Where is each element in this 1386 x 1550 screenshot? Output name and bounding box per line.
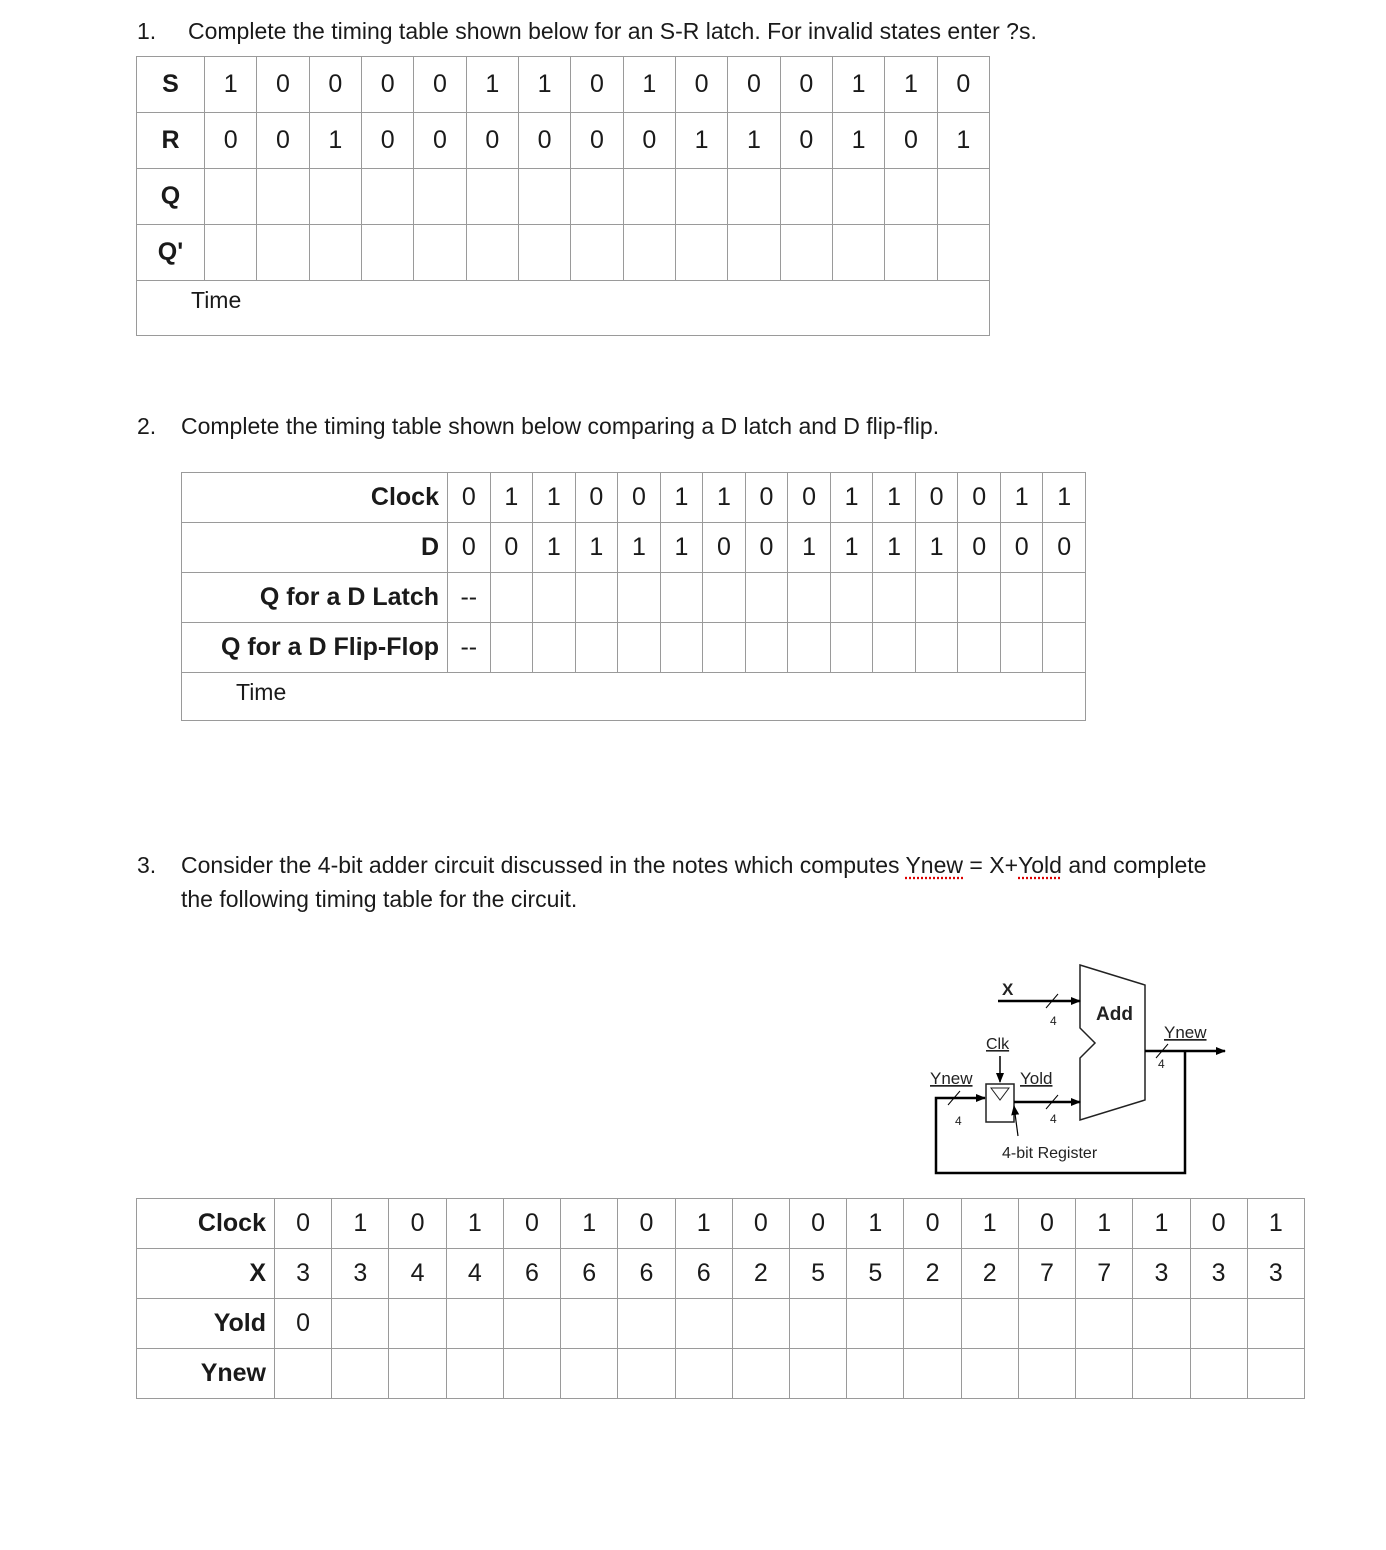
cell-q-for-a-d-latch-2 xyxy=(490,573,533,623)
question-3-text-line-2: the following timing table for the circuit. xyxy=(181,886,578,912)
cell-ynew-16 xyxy=(1133,1349,1190,1399)
ynew-output-label: Ynew xyxy=(1164,1023,1207,1042)
cell-ynew-11 xyxy=(847,1349,904,1399)
cell-x-11: 5 xyxy=(847,1249,904,1299)
question-3-number: 3. xyxy=(137,852,157,878)
cell-clock-1: 0 xyxy=(448,473,491,523)
cell-ynew-3 xyxy=(389,1349,446,1399)
cell-yold-10 xyxy=(789,1299,846,1349)
ynew-in-label: Ynew xyxy=(930,1069,973,1088)
cell-clock-13: 0 xyxy=(958,473,1001,523)
ynew-in-width: 4 xyxy=(955,1114,962,1128)
cell-q-15 xyxy=(937,169,989,225)
cell-s-12: 0 xyxy=(780,57,832,113)
cell-q-for-a-d-flip-flop-1: -- xyxy=(448,623,491,673)
cell-r-13: 1 xyxy=(832,113,884,169)
cell-yold-16 xyxy=(1133,1299,1190,1349)
cell-s-11: 0 xyxy=(728,57,780,113)
question-3-text-line-1 xyxy=(181,848,1206,882)
question-3 xyxy=(137,848,1367,918)
cell-q-for-a-d-latch-4 xyxy=(575,573,618,623)
question-1-text: Complete the timing table shown below for an S-R latch. For invalid states enter ?s. xyxy=(188,18,1037,44)
cell-r-6: 0 xyxy=(466,113,518,169)
cell-ynew-18 xyxy=(1247,1349,1304,1399)
cell-q-15 xyxy=(937,225,989,281)
cell-ynew-1 xyxy=(275,1349,332,1399)
cell-q-for-a-d-latch-9 xyxy=(788,573,831,623)
cell-x-17: 3 xyxy=(1190,1249,1247,1299)
cell-q-for-a-d-latch-10 xyxy=(830,573,873,623)
cell-ynew-17 xyxy=(1190,1349,1247,1399)
question-3-text-part-c: and complete xyxy=(1061,852,1207,878)
adder-circuit-diagram xyxy=(920,960,1230,1180)
cell-s-8: 0 xyxy=(571,57,623,113)
cell-ynew-5 xyxy=(503,1349,560,1399)
cell-clock-18: 1 xyxy=(1247,1199,1304,1249)
cell-q-8 xyxy=(571,169,623,225)
cell-s-13: 1 xyxy=(832,57,884,113)
cell-q-for-a-d-latch-13 xyxy=(958,573,1001,623)
cell-q-for-a-d-flip-flop-6 xyxy=(660,623,703,673)
cell-d-3: 1 xyxy=(533,523,576,573)
cell-clock-11: 1 xyxy=(847,1199,904,1249)
yold-word: Yold xyxy=(1018,852,1062,878)
cell-clock-8: 0 xyxy=(745,473,788,523)
cell-clock-12: 0 xyxy=(915,473,958,523)
cell-r-7: 0 xyxy=(518,113,570,169)
cell-q-for-a-d-flip-flop-4 xyxy=(575,623,618,673)
cell-ynew-14 xyxy=(1018,1349,1075,1399)
row-label-q: Q' xyxy=(137,225,205,281)
cell-q-11 xyxy=(728,169,780,225)
cell-clock-12: 0 xyxy=(904,1199,961,1249)
add-label: Add xyxy=(1096,1004,1133,1025)
cell-x-15: 7 xyxy=(1076,1249,1133,1299)
ynew-word: Ynew xyxy=(905,852,964,878)
cell-r-9: 0 xyxy=(623,113,675,169)
cell-clock-3: 1 xyxy=(533,473,576,523)
cell-clock-17: 0 xyxy=(1190,1199,1247,1249)
cell-x-2: 3 xyxy=(332,1249,389,1299)
cell-q-for-a-d-latch-1: -- xyxy=(448,573,491,623)
cell-q-9 xyxy=(623,169,675,225)
cell-d-8: 0 xyxy=(745,523,788,573)
cell-x-6: 6 xyxy=(561,1249,618,1299)
cell-clock-3: 0 xyxy=(389,1199,446,1249)
cell-r-14: 0 xyxy=(885,113,937,169)
cell-s-5: 0 xyxy=(414,57,466,113)
cell-d-2: 0 xyxy=(490,523,533,573)
cell-q-13 xyxy=(832,225,884,281)
cell-s-6: 1 xyxy=(466,57,518,113)
cell-yold-14 xyxy=(1018,1299,1075,1349)
cell-clock-10: 1 xyxy=(830,473,873,523)
cell-q-11 xyxy=(728,225,780,281)
cell-d-12: 1 xyxy=(915,523,958,573)
row-label-r: R xyxy=(137,113,205,169)
adder-timing-table xyxy=(136,1198,1305,1399)
cell-q-9 xyxy=(623,225,675,281)
cell-q-4 xyxy=(361,225,413,281)
time-label: Time xyxy=(182,673,1086,721)
cell-yold-3 xyxy=(389,1299,446,1349)
cell-d-7: 0 xyxy=(703,523,746,573)
cell-q-5 xyxy=(414,169,466,225)
cell-s-14: 1 xyxy=(885,57,937,113)
cell-clock-14: 0 xyxy=(1018,1199,1075,1249)
clk-label: Clk xyxy=(986,1036,1010,1053)
cell-x-7: 6 xyxy=(618,1249,675,1299)
row-d xyxy=(182,523,1086,573)
sr-latch-timing-table xyxy=(136,56,990,336)
cell-r-3: 1 xyxy=(309,113,361,169)
cell-x-9: 2 xyxy=(732,1249,789,1299)
cell-d-10: 1 xyxy=(830,523,873,573)
row-label-d: D xyxy=(182,523,448,573)
row-q-for-a-d-flip-flop xyxy=(182,623,1086,673)
yold-label: Yold xyxy=(1020,1069,1053,1088)
row-q-for-a-d-latch xyxy=(182,573,1086,623)
cell-d-6: 1 xyxy=(660,523,703,573)
cell-q-7 xyxy=(518,225,570,281)
cell-yold-9 xyxy=(732,1299,789,1349)
cell-s-7: 1 xyxy=(518,57,570,113)
cell-q-for-a-d-latch-6 xyxy=(660,573,703,623)
row-s xyxy=(137,57,990,113)
question-1-number: 1. xyxy=(137,18,157,44)
cell-q-for-a-d-flip-flop-2 xyxy=(490,623,533,673)
cell-d-5: 1 xyxy=(618,523,661,573)
cell-clock-7: 0 xyxy=(618,1199,675,1249)
cell-d-13: 0 xyxy=(958,523,1001,573)
cell-q-for-a-d-flip-flop-13 xyxy=(958,623,1001,673)
cell-ynew-15 xyxy=(1076,1349,1133,1399)
cell-x-3: 4 xyxy=(389,1249,446,1299)
row-clock xyxy=(182,473,1086,523)
cell-ynew-2 xyxy=(332,1349,389,1399)
row-label-ynew: Ynew xyxy=(137,1349,275,1399)
cell-clock-16: 1 xyxy=(1133,1199,1190,1249)
cell-x-14: 7 xyxy=(1018,1249,1075,1299)
cell-x-10: 5 xyxy=(789,1249,846,1299)
cell-clock-6: 1 xyxy=(561,1199,618,1249)
adder-block xyxy=(1080,965,1145,1120)
cell-q-for-a-d-latch-14 xyxy=(1000,573,1043,623)
cell-clock-2: 1 xyxy=(490,473,533,523)
cell-clock-5: 0 xyxy=(503,1199,560,1249)
cell-yold-18 xyxy=(1247,1299,1304,1349)
cell-clock-13: 1 xyxy=(961,1199,1018,1249)
cell-d-4: 1 xyxy=(575,523,618,573)
cell-yold-15 xyxy=(1076,1299,1133,1349)
row-label-clock: Clock xyxy=(182,473,448,523)
ynew-output-width: 4 xyxy=(1158,1057,1165,1071)
question-3-text-part-b: = X+ xyxy=(963,852,1018,878)
cell-x-8: 6 xyxy=(675,1249,732,1299)
cell-ynew-13 xyxy=(961,1349,1018,1399)
cell-d-11: 1 xyxy=(873,523,916,573)
cell-clock-9: 0 xyxy=(732,1199,789,1249)
cell-ynew-4 xyxy=(446,1349,503,1399)
register-label: 4-bit Register xyxy=(1002,1145,1098,1162)
cell-x-16: 3 xyxy=(1133,1249,1190,1299)
cell-clock-7: 1 xyxy=(703,473,746,523)
cell-q-for-a-d-flip-flop-12 xyxy=(915,623,958,673)
cell-q-for-a-d-flip-flop-10 xyxy=(830,623,873,673)
cell-s-2: 0 xyxy=(257,57,309,113)
cell-clock-4: 0 xyxy=(575,473,618,523)
cell-q-for-a-d-flip-flop-3 xyxy=(533,623,576,673)
row-label-q-for-a-d-latch: Q for a D Latch xyxy=(182,573,448,623)
cell-q-for-a-d-flip-flop-9 xyxy=(788,623,831,673)
cell-clock-14: 1 xyxy=(1000,473,1043,523)
cell-s-3: 0 xyxy=(309,57,361,113)
cell-q-for-a-d-latch-15 xyxy=(1043,573,1086,623)
cell-q-8 xyxy=(571,225,623,281)
cell-ynew-10 xyxy=(789,1349,846,1399)
cell-clock-4: 1 xyxy=(446,1199,503,1249)
cell-ynew-8 xyxy=(675,1349,732,1399)
cell-clock-6: 1 xyxy=(660,473,703,523)
row-r xyxy=(137,113,990,169)
cell-q-7 xyxy=(518,169,570,225)
cell-s-15: 0 xyxy=(937,57,989,113)
cell-ynew-6 xyxy=(561,1349,618,1399)
cell-r-4: 0 xyxy=(361,113,413,169)
cell-q-for-a-d-latch-7 xyxy=(703,573,746,623)
cell-x-18: 3 xyxy=(1247,1249,1304,1299)
cell-ynew-7 xyxy=(618,1349,675,1399)
cell-q-6 xyxy=(466,169,518,225)
cell-q-10 xyxy=(675,225,727,281)
cell-q-for-a-d-flip-flop-14 xyxy=(1000,623,1043,673)
cell-q-for-a-d-latch-12 xyxy=(915,573,958,623)
cell-yold-1: 0 xyxy=(275,1299,332,1349)
cell-yold-11 xyxy=(847,1299,904,1349)
cell-clock-11: 1 xyxy=(873,473,916,523)
question-1 xyxy=(137,14,1337,48)
row-label-s: S xyxy=(137,57,205,113)
cell-q-5 xyxy=(414,225,466,281)
cell-d-9: 1 xyxy=(788,523,831,573)
cell-clock-8: 1 xyxy=(675,1199,732,1249)
x-bus-width: 4 xyxy=(1050,1014,1057,1028)
cell-q-for-a-d-flip-flop-8 xyxy=(745,623,788,673)
question-2 xyxy=(137,409,1337,443)
row-clock xyxy=(137,1199,1305,1249)
cell-s-9: 1 xyxy=(623,57,675,113)
cell-q-for-a-d-latch-3 xyxy=(533,573,576,623)
cell-clock-2: 1 xyxy=(332,1199,389,1249)
cell-q-12 xyxy=(780,225,832,281)
x-input-label: X xyxy=(1002,980,1014,999)
question-2-text: Complete the timing table shown below comparing a D latch and D flip-flip. xyxy=(181,413,940,439)
cell-s-10: 0 xyxy=(675,57,727,113)
cell-q-for-a-d-flip-flop-5 xyxy=(618,623,661,673)
cell-clock-15: 1 xyxy=(1043,473,1086,523)
cell-q-6 xyxy=(466,225,518,281)
cell-yold-13 xyxy=(961,1299,1018,1349)
cell-q-2 xyxy=(257,169,309,225)
time-label: Time xyxy=(137,281,990,336)
cell-q-14 xyxy=(885,225,937,281)
cell-r-5: 0 xyxy=(414,113,466,169)
cell-d-14: 0 xyxy=(1000,523,1043,573)
cell-clock-9: 0 xyxy=(788,473,831,523)
cell-q-13 xyxy=(832,169,884,225)
d-latch-flipflop-timing-table xyxy=(181,472,1086,721)
cell-d-1: 0 xyxy=(448,523,491,573)
cell-r-2: 0 xyxy=(257,113,309,169)
cell-yold-6 xyxy=(561,1299,618,1349)
cell-x-4: 4 xyxy=(446,1249,503,1299)
question-3-text-part-a: Consider the 4-bit adder circuit discussed in the notes which computes xyxy=(181,852,906,878)
row-label-x: X xyxy=(137,1249,275,1299)
cell-r-10: 1 xyxy=(675,113,727,169)
cell-q-1 xyxy=(205,225,257,281)
cell-s-1: 1 xyxy=(205,57,257,113)
cell-r-12: 0 xyxy=(780,113,832,169)
cell-yold-12 xyxy=(904,1299,961,1349)
row-yold xyxy=(137,1299,1305,1349)
cell-q-for-a-d-latch-11 xyxy=(873,573,916,623)
cell-ynew-9 xyxy=(732,1349,789,1399)
row-ynew xyxy=(137,1349,1305,1399)
cell-q-3 xyxy=(309,225,361,281)
row-q xyxy=(137,169,990,225)
cell-q-for-a-d-latch-8 xyxy=(745,573,788,623)
cell-q-10 xyxy=(675,169,727,225)
cell-q-for-a-d-flip-flop-15 xyxy=(1043,623,1086,673)
row-label-clock: Clock xyxy=(137,1199,275,1249)
cell-x-1: 3 xyxy=(275,1249,332,1299)
row-time xyxy=(182,673,1086,721)
cell-q-3 xyxy=(309,169,361,225)
cell-yold-2 xyxy=(332,1299,389,1349)
cell-clock-15: 1 xyxy=(1076,1199,1133,1249)
cell-q-14 xyxy=(885,169,937,225)
cell-q-12 xyxy=(780,169,832,225)
cell-r-8: 0 xyxy=(571,113,623,169)
cell-ynew-12 xyxy=(904,1349,961,1399)
row-q xyxy=(137,225,990,281)
cell-x-5: 6 xyxy=(503,1249,560,1299)
cell-q-for-a-d-flip-flop-7 xyxy=(703,623,746,673)
cell-q-for-a-d-flip-flop-11 xyxy=(873,623,916,673)
cell-clock-5: 0 xyxy=(618,473,661,523)
cell-yold-8 xyxy=(675,1299,732,1349)
cell-yold-5 xyxy=(503,1299,560,1349)
cell-s-4: 0 xyxy=(361,57,413,113)
row-label-q-for-a-d-flip-flop: Q for a D Flip-Flop xyxy=(182,623,448,673)
cell-q-2 xyxy=(257,225,309,281)
cell-r-15: 1 xyxy=(937,113,989,169)
row-x xyxy=(137,1249,1305,1299)
row-label-q: Q xyxy=(137,169,205,225)
yold-bus-width: 4 xyxy=(1050,1112,1057,1126)
cell-q-1 xyxy=(205,169,257,225)
cell-q-for-a-d-latch-5 xyxy=(618,573,661,623)
cell-clock-10: 0 xyxy=(789,1199,846,1249)
cell-yold-4 xyxy=(446,1299,503,1349)
row-label-yold: Yold xyxy=(137,1299,275,1349)
cell-x-13: 2 xyxy=(961,1249,1018,1299)
cell-clock-1: 0 xyxy=(275,1199,332,1249)
cell-x-12: 2 xyxy=(904,1249,961,1299)
row-time xyxy=(137,281,990,336)
cell-q-4 xyxy=(361,169,413,225)
cell-yold-17 xyxy=(1190,1299,1247,1349)
cell-d-15: 0 xyxy=(1043,523,1086,573)
question-2-number: 2. xyxy=(137,413,157,439)
cell-r-1: 0 xyxy=(205,113,257,169)
cell-yold-7 xyxy=(618,1299,675,1349)
cell-r-11: 1 xyxy=(728,113,780,169)
